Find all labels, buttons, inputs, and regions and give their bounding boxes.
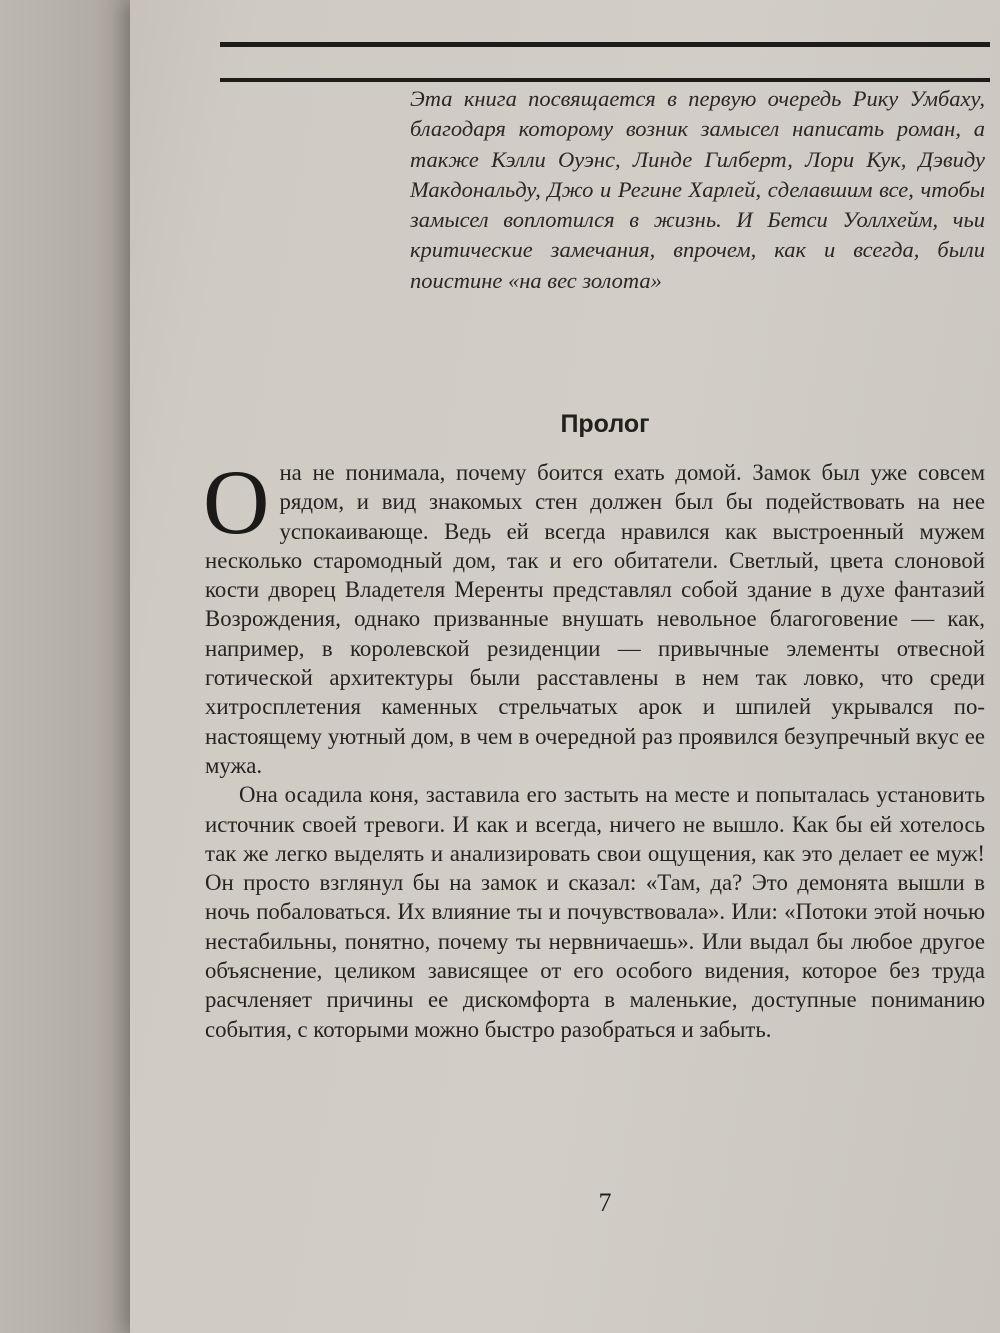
dedication-text: Эта книга посвящается в первую очередь Рику Умбаху, благодаря которому возник замысел написать роман, а также Кэлли Оуэнс, Линде Гилберт, Лори Кук, Дэвиду Макдональду, Джо и Регине Харлей, сделавшим все, чтобы замысел воплотился в жизнь. И Бетси Уоллхейм, чьи критические замечания, впрочем, как и всегда, были поистине «на вес золота»	[410, 86, 985, 293]
header-rule-lower	[220, 78, 990, 82]
header-rule	[220, 42, 990, 47]
drop-cap: О	[203, 451, 270, 553]
chapter-title: Пролог	[560, 410, 650, 438]
chapter-body	[203, 451, 985, 1044]
page-number: 7	[598, 1188, 612, 1217]
paragraph-2: Она осадила коня, заставила его застыть на месте и попыталась установить источник своей тревоги. И как и всегда, ничего не вышло. Как бы ей хотелось так же легко выделять и анализировать свои ощущения, как это делает ее муж! Он просто взглянул бы на замок и сказал: «Там, да? Это демонята вышли в ночь побаловаться. Их влияние ты и почувствовала». Или: «Потоки этой ночью нестабильны, понятно, почему ты нервничаешь». Или выдал бы любое другое объяснение, целиком зависящее от его особого видения, которое без труда расчленяет причины ее дискомфорта в маленькие, доступные пониманию события, с которыми можно быстро разобраться и забыть.	[205, 782, 985, 1042]
paragraph-1	[203, 451, 985, 780]
facing-page-edge	[0, 0, 130, 1333]
book-page	[130, 0, 1000, 1333]
paragraph-1-text: на не понимала, почему боится ехать домой. Замок был уже совсем рядом, и вид знакомых стен должен был бы подействовать на нее успокаивающе. Ведь ей всегда нравился как выстроенный мужем несколько старомодный дом, так и его обитатели. Светлый, цвета слоновой кости дворец Владетеля Меренты представлял собой здание в духе фантазий Возрождения, однако призванные внушать невольное благоговение — как, например, в королевской резиденции — привычные элементы отвесной готической архитектуры были расставлены в нем так ловко, что среди хитросплетения каменных стрельчатых арок и шпилей укрывался по-настоящему уютный дом, в чем в очередной раз проявился безупречный вкус ее мужа.	[205, 460, 985, 778]
